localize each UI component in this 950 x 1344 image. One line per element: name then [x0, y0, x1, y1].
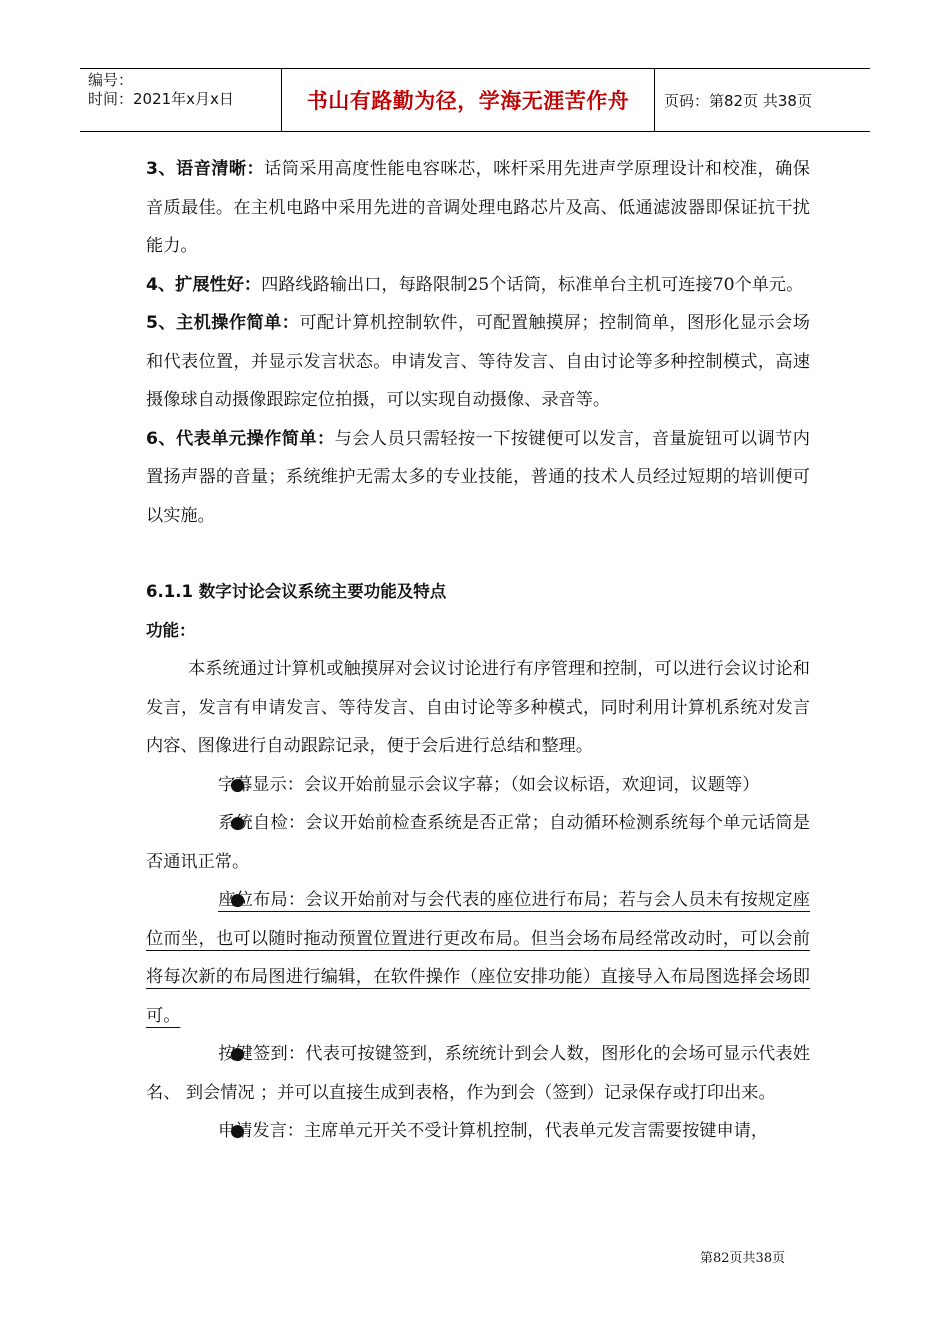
- bullet-text: ● 按键签到：代表可按键签到，系统统计到会人数，图形化的会场可显示代表姓名、 到会情况 ；并可以直接生成到表格，作为到会（签到）记录保存或打印出来。: [146, 1044, 810, 1103]
- feature-text: 话筒采用高度性能电容咪芯，咪杆采用先进声学原理设计和校准，确保音质最佳。在主机电路中采用先进的音调处理电路芯片及高、低通滤波器即保证抗干扰能力。: [146, 159, 810, 256]
- header-page-info: 页码：第82页 共38页: [664, 91, 812, 110]
- feature-item: [146, 420, 810, 536]
- feature-label: 6、代表单元操作简单：: [146, 428, 335, 449]
- document-number: 编号：: [88, 71, 134, 89]
- feature-text: 可配计算机控制软件，可配置触摸屏；控制简单，图形化显示会场和代表位置，并显示发言状态。申请发言、等待发言、自由讨论等多种控制模式，高速摄像球自动摄像跟踪定位拍摄，可以实现自动摄像、录音等。: [146, 313, 810, 410]
- bullet-text: ● 申请发言：主席单元开关不受计算机控制，代表单元发言需要按键申请，: [188, 1121, 768, 1141]
- bullet-item: [146, 804, 810, 881]
- feature-label: 3、语音清晰：: [146, 159, 265, 179]
- document-body: [146, 150, 810, 1151]
- feature-label: 4、扩展性好：: [146, 274, 262, 295]
- function-label: 功能：: [146, 620, 196, 640]
- header-motto: 书山有路勤为径，学海无涯苦作舟: [281, 69, 655, 131]
- feature-label: 5、主机操作简单：: [146, 313, 300, 333]
- feature-item: [146, 150, 810, 266]
- document-date: 时间：2021年x月x日: [88, 90, 234, 108]
- feature-item: [146, 304, 810, 420]
- feature-item: [146, 266, 810, 305]
- bullet-text: ● 座位布局：会议开始前对与会代表的座位进行布局；若与会人员未有按规定座位而坐，也可以随时拖动预置位置进行更改布局。但当会场布局经常改动时，可以会前将每次新的布局图进行编辑，在软件操作（座位安排功能）直接导入布局图选择会场即可。: [146, 890, 810, 1026]
- page-header: [80, 68, 870, 132]
- feature-text: 与会人员只需轻按一下按键便可以发言，音量旋钮可以调节内置扬声器的音量；系统维护无需太多的专业技能，普通的技术人员经过短期的培训便可以实施。: [146, 428, 810, 526]
- header-meta: [88, 71, 278, 109]
- feature-text: 四路线路输出口，每路限制25个话筒，标准单台主机可连接70个单元。: [261, 274, 804, 295]
- section-heading: 6.1.1 数字讨论会议系统主要功能及特点: [146, 582, 447, 601]
- intro-paragraph: 本系统通过计算机或触摸屏对会议讨论进行有序管理和控制，可以进行会议讨论和发言，发言有申请发言、等待发言、自由讨论等多种模式，同时利用计算机系统对发言内容、图像进行自动跟踪记录，便于会后进行总结和整理。: [146, 659, 810, 756]
- bullet-item: [146, 1112, 810, 1151]
- bullet-item: [146, 881, 810, 1035]
- page-footer: 第82页共38页: [700, 1251, 786, 1266]
- bullet-text: ● 系统自检：会议开始前检查系统是否正常；自动循环检测系统每个单元话筒是否通讯正常。: [146, 813, 810, 872]
- bullet-item: [146, 766, 810, 805]
- bullet-text: ● 字幕显示：会议开始前显示会议字幕；（如会议标语，欢迎词，议题等）: [188, 775, 759, 795]
- bullet-item: [146, 1035, 810, 1112]
